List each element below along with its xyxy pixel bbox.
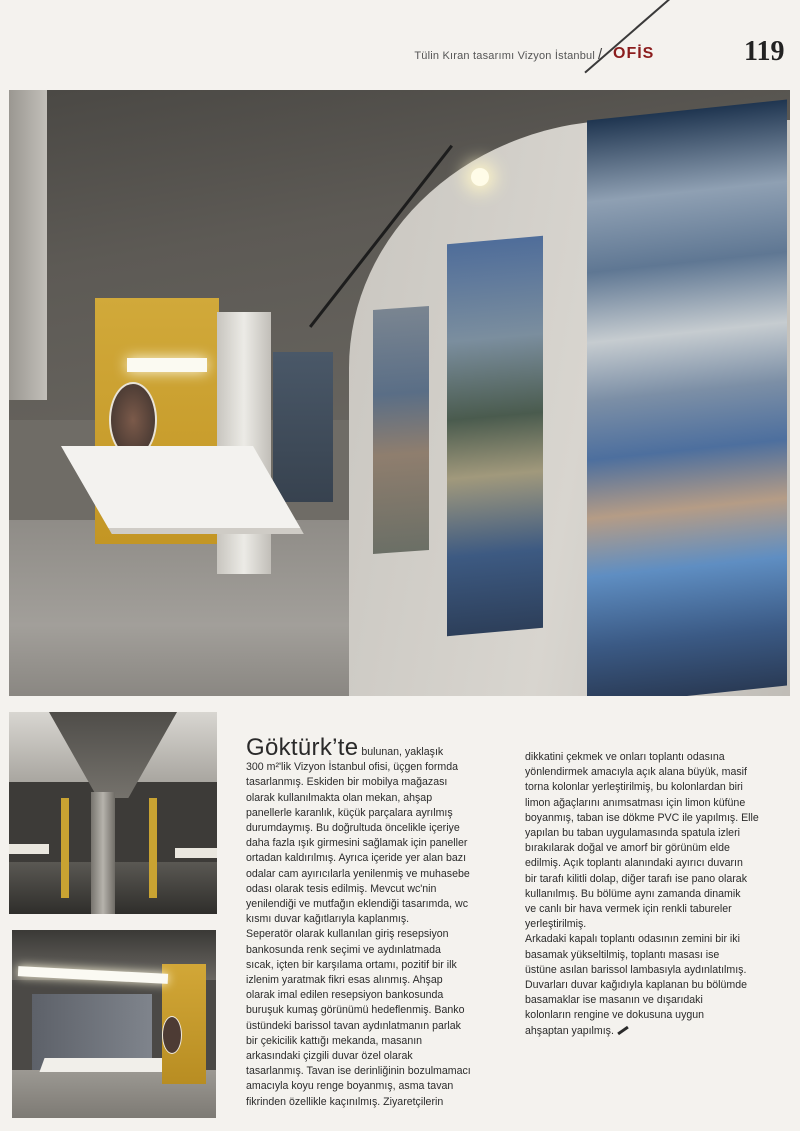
article-line-text: Duvarları duvar kağıdıyla kaplanan bu bölümde: [525, 979, 748, 992]
article-line-text: daha fazla ışık girmesini sağlamak için paneller: [246, 837, 468, 850]
article-line-text: yerleştirilmiş.: [525, 918, 587, 931]
photo-barrisol-lamp: [127, 358, 207, 372]
article-line-text: edilmiş. Açık toplantı alanındaki ayırıcı duvarın: [525, 857, 743, 870]
article-line-text: olarak kullanılmakta olan mekan, ahşap: [246, 791, 433, 804]
article-line-text: amacıyla koyu renge boyanmış, asma tavan: [246, 1080, 454, 1093]
article-line: [246, 988, 508, 1003]
article-line-text: yapılan bu taban uygulamasında spatula izleri: [525, 827, 740, 840]
article-first-line: [246, 736, 508, 760]
article-line-text: basamak yükseltilmiş, toplantı masası ise: [525, 948, 720, 961]
article-line: [246, 791, 508, 806]
article-line: [246, 897, 508, 912]
article-column-1-lines: [246, 760, 508, 1110]
article-line: [525, 917, 787, 932]
article-line: [525, 796, 787, 811]
article-line: [525, 887, 787, 902]
article-line: [246, 927, 508, 942]
photo-white-column: [217, 312, 271, 574]
header-separator: /: [598, 46, 603, 63]
article-line: [525, 963, 787, 978]
page-number: 119: [744, 36, 785, 67]
photo-corridor: [273, 352, 333, 502]
article-line-text: sıcak, içten bir karşılama ortamı, pozitif bir ilk: [246, 958, 457, 971]
page-header: [0, 36, 800, 74]
article-line-text: tasarlanmış. Eskiden bir mobilya mağazası: [246, 776, 448, 789]
article-line-text: tasarlanmış. Tavan ise derinliğinin bozulmamacı: [246, 1065, 471, 1078]
article-line: [525, 978, 787, 993]
article-line-text: olarak imal edilen resepsiyon bankosunda: [246, 989, 444, 1002]
article-line-text: ahşaptan yapılmış.: [525, 1024, 614, 1037]
article-line: [525, 1008, 787, 1023]
article-line: bulunan, yaklaşık: [361, 746, 444, 758]
article-line-text: odalar cam ayırıcılarla yenilenmiş ve muhasebe: [246, 867, 470, 880]
article-line: [246, 806, 508, 821]
article-line-text: arkasındaki çizgili duvar özel olarak: [246, 1050, 413, 1063]
article-line-text: üstündeki barissol tavan aydınlatmanın parlak: [246, 1019, 461, 1032]
article-line-text: dikkatini çekmek ve onları toplantı odasına: [525, 751, 725, 763]
header-caption: Tülin Kıran tasarımı Vizyon İstanbul: [414, 50, 595, 62]
article-line: [246, 882, 508, 897]
article-line-text: 300 m²'lik Vizyon İstanbul ofisi, üçgen formda: [246, 761, 459, 774]
article-line: [246, 1049, 508, 1064]
article-line-text: kısmı duvar kağıtlarıyla kaplanmış.: [246, 913, 410, 926]
article-line-text: Arkadaki kapalı toplantı odasının zemini bir iki: [525, 933, 740, 946]
article-line: [525, 856, 787, 871]
article-line-text: bir tarafı kilitli dolap, diğer tarafı ise pano olarak: [525, 872, 747, 885]
article-line: [525, 1024, 787, 1039]
photo-spotlight: [471, 168, 489, 186]
article-line: [246, 821, 508, 836]
photo-left-column: [9, 90, 47, 400]
article-line-text: fikrinden özellikle kaçınılmış. Ziyaretçilerin: [246, 1095, 444, 1108]
article-line: [525, 765, 787, 780]
article-lead-word: Göktürk’te: [246, 734, 359, 761]
section-label: OFİS: [613, 45, 655, 62]
photo-column: [91, 792, 115, 914]
article-line-text: bir çekicilik kattığı mekanda, masanın: [246, 1034, 423, 1047]
article-line: [525, 841, 787, 856]
article-line: [246, 775, 508, 790]
article-line: [525, 948, 787, 963]
article-line-text: Seperatör olarak kullanılan giriş resepsiyon: [246, 928, 449, 941]
article-line: [246, 973, 508, 988]
article-body: [246, 734, 778, 1124]
article-line-text: üstüne asılan barissol lambasıyla aydınlatılmış.: [525, 963, 747, 976]
photo-wall-panel-1: [373, 306, 429, 554]
reception-photo: [12, 930, 216, 1118]
photo-yellow-post: [61, 798, 69, 898]
article-line: [525, 780, 787, 795]
article-line: [246, 1019, 508, 1034]
photo-yellow-post: [149, 798, 157, 898]
article-line: [525, 826, 787, 841]
article-line-text: kolonların rengine ve dokusuna uygun: [525, 1009, 705, 1022]
photo-wall-panel-3: [587, 99, 787, 696]
article-line-text: izlenim yaratmak fikri esas alınmış. Ahşap: [246, 974, 443, 987]
article-line-text: ortadan kaldırılmış. Ayrıca içeride yer alan bazı: [246, 852, 467, 865]
article-line: [246, 1095, 508, 1110]
article-column-1: [246, 736, 508, 1110]
article-line: [246, 867, 508, 882]
photo-desk: [9, 844, 49, 854]
article-line-text: limon ağaçlarını anımsatması için limon küfüne: [525, 796, 746, 809]
article-line: [246, 851, 508, 866]
article-line: [246, 912, 508, 927]
article-line-text: yenilendiği ve mutfağın eklendiği tasarımda, wc: [246, 898, 468, 911]
article-line-text: ve canlı bir hava vermek için renkli tabureler: [525, 903, 732, 916]
article-line-text: torna kolonlar yerleştirilmiş, bu kolonlardan biri: [525, 781, 743, 794]
article-line-text: bırakılarak doğal ve amorf bir görünüm elde: [525, 842, 730, 855]
article-line: [525, 932, 787, 947]
article-column-2: [525, 750, 787, 1039]
main-office-photo: [9, 90, 790, 696]
article-line-text: durumdaymış. Bu doğrultuda öncelikle içeriye: [246, 822, 460, 835]
article-line-text: basamaklar ise masanın ve dışarıdaki: [525, 994, 703, 1007]
article-line-text: panellerle karanlık, küçük parçalara ayrılmış: [246, 806, 453, 819]
photo-oval-mirror: [162, 1016, 182, 1054]
article-end-mark: [617, 1026, 629, 1035]
article-line-text: boyanmış, taban ise dökme PVC ile yapılmış. Elle: [525, 811, 759, 824]
photo-desk: [175, 848, 217, 858]
article-column-2-lines: [525, 750, 787, 1039]
article-line: [246, 1064, 508, 1079]
photo-wall-panel-2: [447, 236, 543, 636]
article-line-text: bankosunda renk seçimi ve aydınlatmada: [246, 943, 441, 956]
article-line: [246, 958, 508, 973]
article-line: [246, 836, 508, 851]
article-line-text: kullanılmış. Bu bölüme aynı zamanda dinamik: [525, 887, 741, 900]
article-line: [246, 943, 508, 958]
article-line: [525, 811, 787, 826]
article-line: [246, 1034, 508, 1049]
article-line-text: buruşuk kumaş görünümü hedeflenmiş. Banko: [246, 1004, 465, 1017]
corridor-photo: [9, 712, 217, 914]
article-line: [246, 1079, 508, 1094]
article-line: [525, 750, 787, 765]
article-line-text: odası olarak tesis edilmiş. Mevcut wc'nin: [246, 882, 437, 895]
article-line: [525, 902, 787, 917]
article-line: [246, 1003, 508, 1018]
article-line: [246, 760, 508, 775]
article-line: [525, 872, 787, 887]
article-line-text: yönlendirmek amacıyla açık alana büyük, masif: [525, 766, 747, 779]
article-line: [525, 993, 787, 1008]
